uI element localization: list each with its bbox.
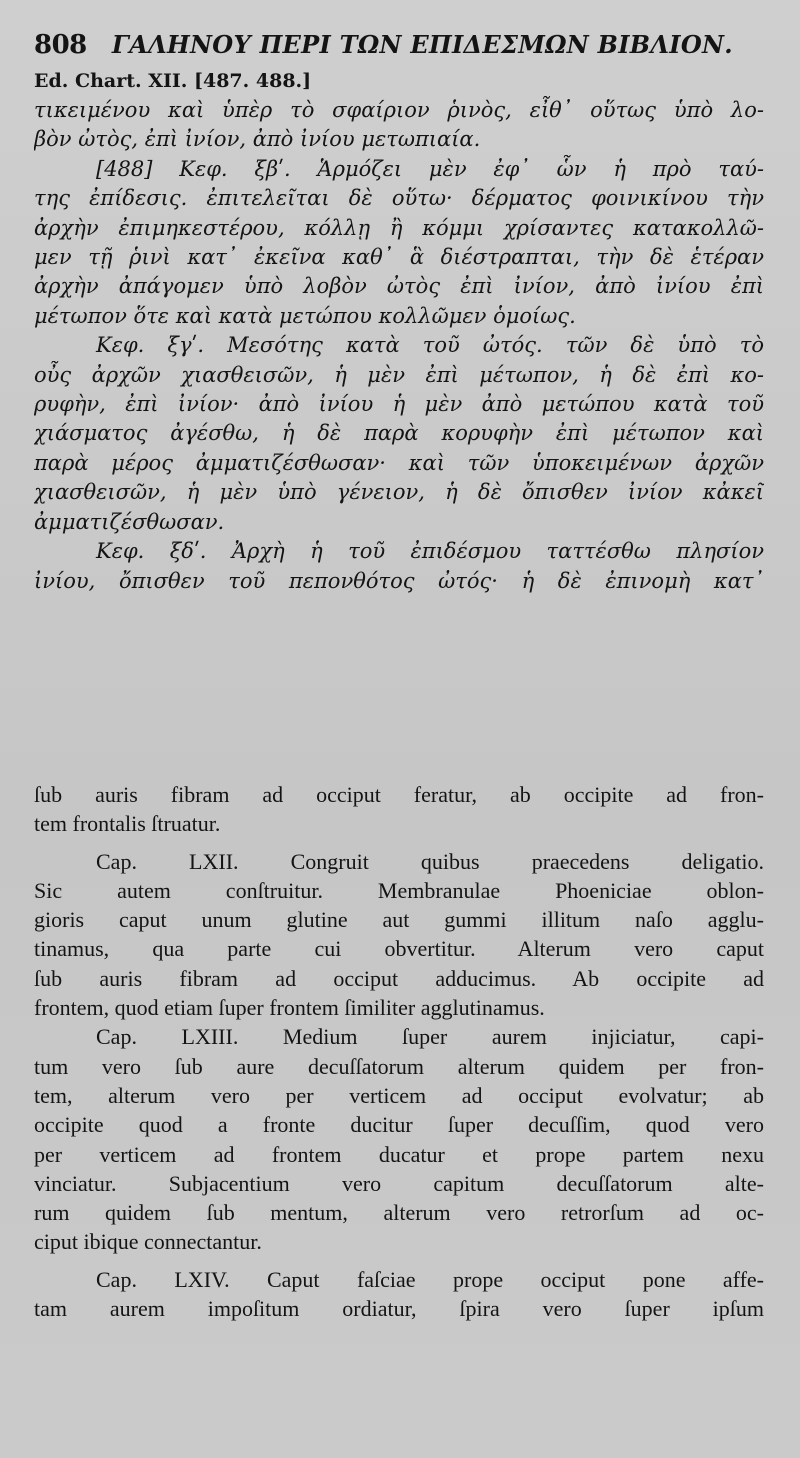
greek-text-block: [34, 96, 764, 596]
running-title: ΓΑΛΗΝΟΥ ΠΕΡΙ ΤΩΝ ΕΠΙΔΕΣΜΩΝ ΒΙΒΛΙΟΝ.: [111, 30, 733, 59]
greek-line: ρυφὴν, ἐπὶ ἰνίον· ἀπὸ ἰνίου ἡ μὲν ἀπὸ μετώπου κατὰ τοῦ: [34, 392, 764, 417]
page-number: 808: [34, 30, 87, 60]
latin-line: gioris caput unum glutine aut gummi illitum naſo agglu-: [34, 907, 764, 933]
paragraph-gap: [34, 1257, 764, 1265]
greek-line: ἀρχὴν ἐπιμηκεστέρου, κόλλῃ ἢ κόμμι χρίσαντες κατακολλῶ-: [34, 215, 764, 240]
latin-text-block: [34, 780, 764, 1323]
edition-reference: Ed. Chart. XII. [487. 488.]: [34, 70, 312, 92]
latin-line: tem frontalis ſtruatur.: [34, 811, 221, 837]
greek-line: [488] Κεφ. ξβʹ. Ἁρμόζει μὲν ἐφ᾽ ὧν ἡ πρὸ ταύ-: [96, 156, 764, 181]
latin-line: ſub auris fibram ad occiput feratur, ab occipite ad fron-: [34, 782, 764, 807]
paragraph-gap: [34, 839, 764, 847]
greek-line: μέτωπον ὅτε καὶ κατὰ μετώπου κολλῶμεν ὁμοίως.: [34, 303, 576, 328]
latin-line: occipite quod a fronte ducitur ſuper decuſſim, quod vero: [34, 1112, 764, 1138]
greek-line: ἀρχὴν ἀπάγομεν ὑπὸ λοβὸν ὠτὸς ἐπὶ ἰνίον, ἀπὸ ἰνίου ἐπὶ: [34, 274, 764, 299]
running-head: [34, 30, 774, 64]
greek-line: χιάσματος ἀγέσθω, ἡ δὲ παρὰ κορυφὴν ἐπὶ μέτωπον καὶ: [34, 421, 764, 446]
latin-line: rum quidem ſub mentum, alterum vero retrorſum ad oc-: [34, 1200, 764, 1226]
greek-line: οὖς ἀρχῶν χιασθεισῶν, ἡ μὲν ἐπὶ μέτωπον, ἡ δὲ ἐπὶ κο-: [34, 362, 764, 387]
latin-line: tem, alterum vero per verticem ad occiput evolvatur; ab: [34, 1082, 764, 1108]
latin-line: tinamus, qua parte cui obvertitur. Alterum vero caput: [34, 936, 764, 962]
latin-line: ſub auris fibram ad occiput adducimus. Ab occipite ad: [34, 965, 764, 991]
latin-line: ciput ibique connectantur.: [34, 1229, 262, 1255]
greek-line: τικειμένου καὶ ὑπὲρ τὸ σφαίριον ῥινὸς, εἶθ᾽ οὕτως ὑπὸ λο-: [34, 98, 764, 122]
latin-line: Sic autem conſtruitur. Membranulae Phoeniciae oblon-: [34, 877, 764, 903]
greek-line: βὸν ὠτὸς, ἐπὶ ἰνίον, ἀπὸ ἰνίου μετωπιαία.: [34, 127, 481, 152]
latin-line: tam aurem impoſitum ordiatur, ſpira vero ſuper ipſum: [34, 1296, 764, 1322]
greek-line: της ἐπίδεσις. ἐπιτελεῖται δὲ οὕτω· δέρματος φοινικίνου τὴν: [34, 186, 764, 211]
latin-line: tum vero ſub aure decuſſatorum alterum quidem per fron-: [34, 1053, 764, 1079]
greek-line: Κεφ. ξδʹ. Ἀρχὴ ἡ τοῦ ἐπιδέσμου ταττέσθω πλησίον: [96, 539, 764, 564]
latin-line: frontem, quod etiam ſuper frontem ſimiliter agglutinamus.: [34, 995, 545, 1021]
latin-line: per verticem ad frontem ducatur et prope partem nexu: [34, 1141, 764, 1167]
greek-line: χιασθεισῶν, ἡ μὲν ὑπὸ γένειον, ἡ δὲ ὄπισθεν ἰνίον κἀκεῖ: [34, 480, 764, 505]
greek-line: ἰνίου, ὄπισθεν τοῦ πεπονθότος ὠτός· ἡ δὲ ἐπινομὴ κατ᾽: [34, 568, 764, 593]
greek-line: μεν τῇ ῥινὶ κατ᾽ ἐκεῖνα καθ᾽ ἃ διέστραπται, τὴν δὲ ἑτέραν: [34, 245, 764, 270]
latin-line: Cap. LXIV. Caput faſciae prope occiput pone affe-: [96, 1266, 764, 1292]
greek-line: παρὰ μέρος ἀμματιζέσθωσαν· καὶ τῶν ὑποκειμένων ἀρχῶν: [34, 450, 764, 475]
latin-line: Cap. LXIII. Medium ſuper aurem injiciatur, capi-: [96, 1024, 764, 1050]
latin-line: vinciatur. Subjacentium vero capitum decuſſatorum alte-: [34, 1170, 764, 1196]
latin-line: Cap. LXII. Congruit quibus praecedens deligatio.: [96, 848, 764, 874]
greek-line: Κεφ. ξγʹ. Μεσότης κατὰ τοῦ ὠτός. τῶν δὲ ὑπὸ τὸ: [96, 333, 764, 358]
greek-line: ἀμματιζέσθωσαν.: [34, 509, 225, 534]
